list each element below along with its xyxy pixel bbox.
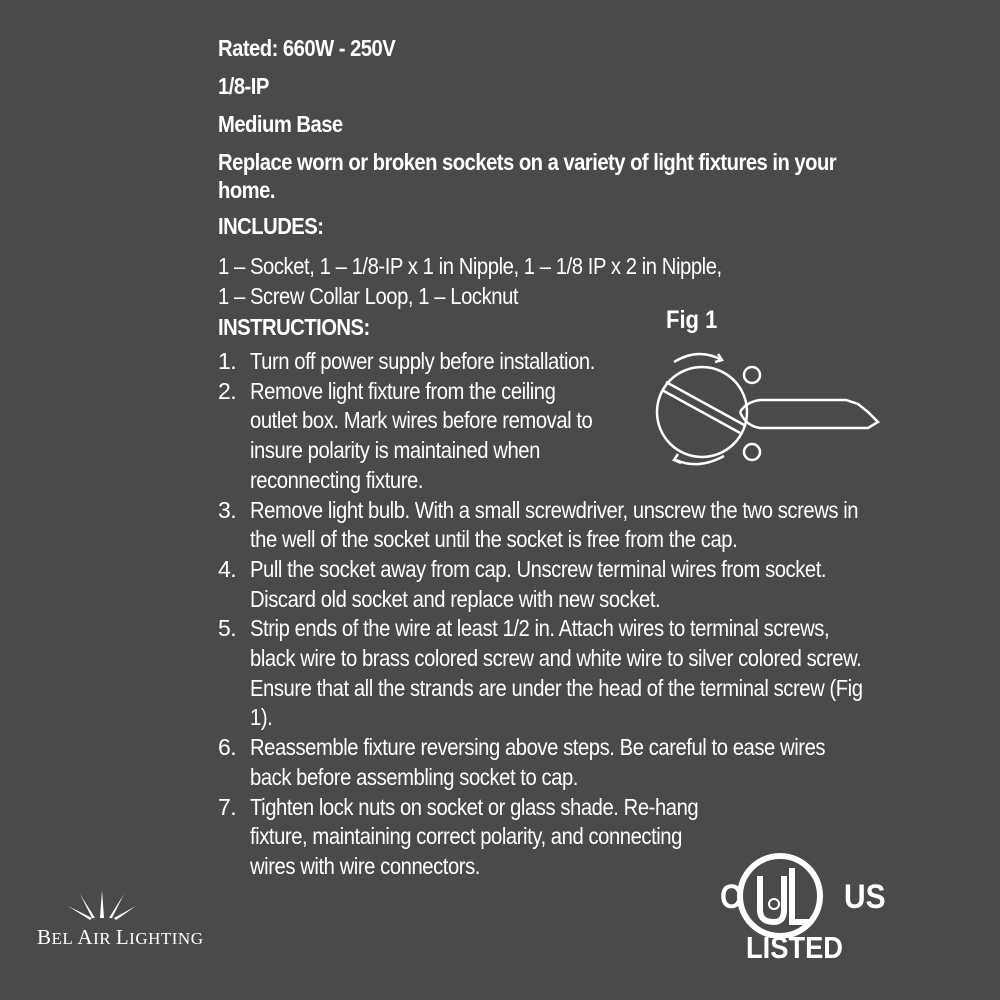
arrow-head-icon	[674, 454, 681, 463]
screw-slot-icon	[666, 382, 746, 426]
step-item: 5. Strip ends of the wire at least 1/2 in. Attach wires to terminal screws, black wire to brass colored screw and white wire to silver colored screw. Ensure that all the strands are under the head of the terminal screw (Fig 1).	[218, 615, 863, 731]
includes-heading: INCLUDES:	[218, 213, 324, 239]
ul-c-text: C	[720, 878, 742, 916]
ul-listed-text: LISTED	[746, 930, 844, 965]
instructions-heading: INSTRUCTIONS:	[218, 314, 370, 340]
wire-icon	[740, 400, 878, 428]
figure-title: Fig 1	[666, 306, 718, 334]
step-item: 7. Tighten lock nuts on socket or glass shade. Re-hang fixture, maintaining correct polarity, and connecting wires with wire connectors.	[218, 793, 699, 879]
screw-hole-icon	[744, 367, 760, 383]
step-item: 4. Pull the socket away from cap. Unscrew terminal wires from socket. Discard old socket and replace with new socket.	[218, 555, 827, 612]
step-item: 2. Remove light fixture from the ceiling outlet box. Mark wires before removal to insure polarity is maintained when reconnecting fixture.	[218, 377, 593, 493]
includes-line-1: 1 – Socket, 1 – 1/8-IP x 1 in Nipple, 1 – 1/8 IP x 2 in Nipple,	[218, 253, 722, 279]
screw-slot-icon	[662, 390, 742, 434]
brand-name: BEL AIR LIGHTING	[37, 925, 204, 949]
screw-hole-icon	[744, 444, 760, 460]
base-type-text: Medium Base	[218, 111, 343, 137]
bel-air-lighting-logo-icon	[20, 888, 180, 928]
step-item: 1. Turn off power supply before installation.	[218, 348, 595, 374]
thread-size-text: 1/8-IP	[218, 73, 269, 99]
spec-block	[218, 34, 898, 347]
rating-text: Rated: 660W - 250V	[218, 35, 396, 61]
product-description: Replace worn or broken sockets on a variety of light fixtures in your home.	[218, 149, 837, 203]
includes-line-2: 1 – Screw Collar Loop, 1 – Locknut	[218, 283, 519, 309]
ul-us-text: US	[844, 878, 886, 916]
step-item: 3. Remove light bulb. With a small screwdriver, unscrew the two screws in the well of the socket until the socket is free from the cap.	[218, 496, 859, 553]
step-item: 6. Reassemble fixture reversing above steps. Be careful to ease wires back before assembling socket to cap.	[218, 734, 826, 790]
terminal-screw-figure	[648, 342, 888, 472]
